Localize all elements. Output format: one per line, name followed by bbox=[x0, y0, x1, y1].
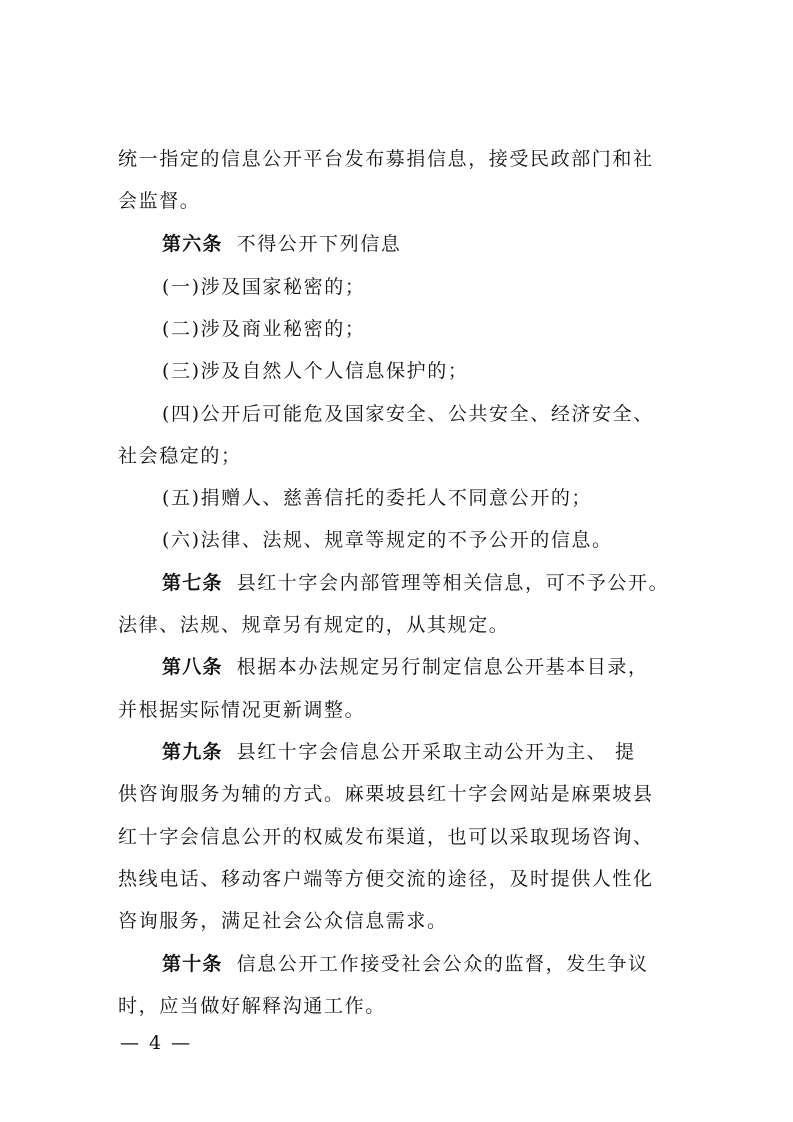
article-number: 第十条 bbox=[162, 953, 223, 975]
article-number: 第九条 bbox=[162, 741, 223, 763]
paragraph-line bbox=[118, 993, 678, 1019]
paragraph-line bbox=[118, 781, 678, 807]
list-item bbox=[162, 316, 678, 342]
line-text: 咨询服务，满足社会公众信息需求。 bbox=[118, 910, 448, 932]
article-9-heading bbox=[162, 739, 678, 765]
paragraph-line bbox=[118, 443, 678, 469]
paragraph-line bbox=[118, 824, 678, 850]
line-text: 不得公开下列信息 bbox=[236, 233, 402, 255]
list-item bbox=[162, 485, 678, 511]
line-text: 统一指定的信息公开平台发布募捐信息，接受民政部门和社 bbox=[118, 148, 654, 170]
line-text: 县红十字会信息公开采取主动公开为主、 提 bbox=[236, 741, 636, 763]
paragraph-line bbox=[118, 866, 678, 892]
list-item bbox=[162, 274, 678, 300]
list-item bbox=[162, 401, 678, 427]
article-10-heading bbox=[162, 951, 678, 977]
list-item bbox=[162, 358, 678, 384]
line-text: (二)涉及商业秘密的； bbox=[162, 318, 366, 340]
paragraph-line bbox=[118, 188, 678, 214]
paragraph-line bbox=[118, 612, 678, 638]
line-text: 县红十字会内部管理等相关信息，可不予公开。 bbox=[236, 572, 670, 594]
paragraph-line bbox=[118, 908, 678, 934]
line-text: 信息公开工作接受社会公众的监督，发生争议 bbox=[236, 953, 649, 975]
paragraph-line bbox=[118, 146, 678, 172]
article-number: 第八条 bbox=[162, 656, 223, 678]
line-text: 红十字会信息公开的权威发布渠道，也可以采取现场咨询、 bbox=[118, 826, 654, 848]
line-text: (四)公开后可能危及国家安全、公共安全、经济安全、 bbox=[162, 403, 654, 425]
line-text: 供咨询服务为辅的方式。麻栗坡县红十字会网站是麻栗坡县 bbox=[118, 783, 654, 805]
page-number: — 4 — bbox=[120, 1032, 193, 1054]
line-text: 法律、法规、规章另有规定的，从其规定。 bbox=[118, 614, 510, 636]
line-text: (五)捐赠人、慈善信托的委托人不同意公开的； bbox=[162, 487, 593, 509]
article-number: 第七条 bbox=[162, 572, 223, 594]
article-8-heading bbox=[162, 654, 678, 680]
line-text: (六)法律、法规、规章等规定的不予公开的信息。 bbox=[162, 529, 613, 551]
line-text: 会监督。 bbox=[118, 190, 201, 212]
line-text: (一)涉及国家秘密的； bbox=[162, 276, 366, 298]
line-text: 根据本办法规定另行制定信息公开基本目录， bbox=[236, 656, 649, 678]
line-text: 社会稳定的； bbox=[118, 445, 242, 467]
line-text: (三)涉及自然人个人信息保护的； bbox=[162, 360, 469, 382]
list-item bbox=[162, 527, 678, 553]
article-number: 第六条 bbox=[162, 233, 223, 255]
line-text: 时，应当做好解释沟通工作。 bbox=[118, 995, 386, 1017]
article-7-heading bbox=[162, 570, 678, 596]
paragraph-line bbox=[118, 697, 678, 723]
line-text: 并根据实际情况更新调整。 bbox=[118, 699, 366, 721]
line-text: 热线电话、移动客户端等方便交流的途径，及时提供人性化 bbox=[118, 868, 654, 890]
article-6-heading bbox=[162, 231, 678, 257]
